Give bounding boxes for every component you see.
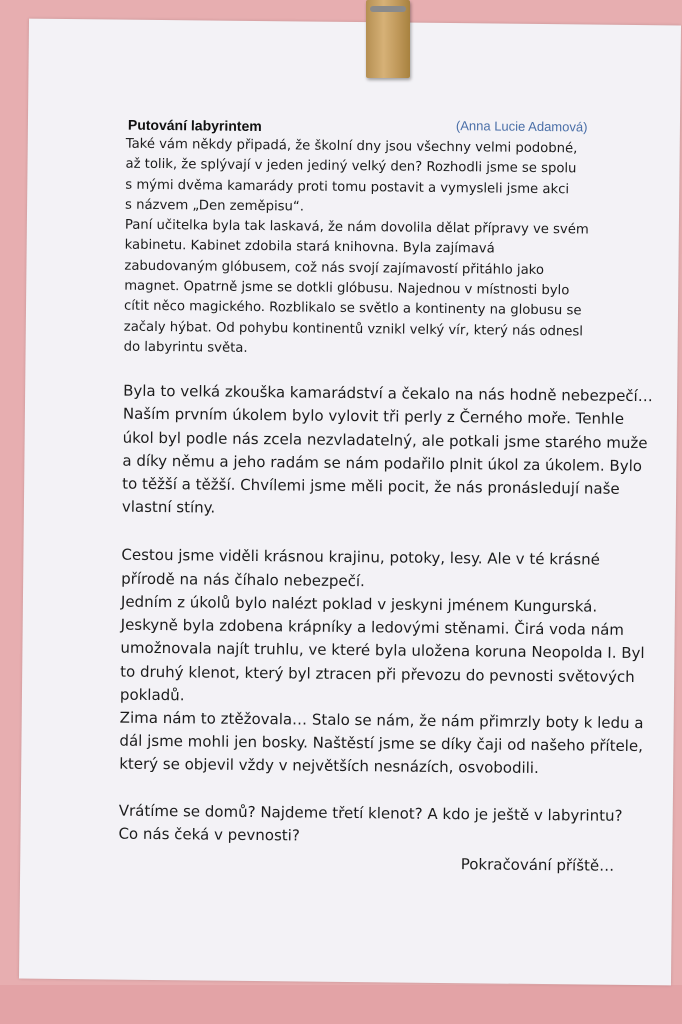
text-line: to druhý klenot, který byl ztracen při převozu do pevnosti světových: [120, 662, 635, 686]
text-line: do labyrintu světa.: [123, 339, 248, 356]
text-line: Jedním z úkolů bylo nalézt poklad v jeskyni jménem Kungurská.: [120, 592, 598, 616]
text-line: až tolik, že splývají v jeden jediný velký den? Rozhodli jsme se spolu: [125, 156, 577, 177]
story-title: Putování labyrintem: [127, 116, 262, 135]
paragraph-4: [118, 799, 630, 851]
paragraph-3: [119, 544, 645, 781]
board-bottom: [0, 985, 682, 1024]
text-line: to těžší a těžší. Chvílemi jsme měli pocit, že nás pronásledují naše: [122, 474, 620, 498]
text-line: Byla to velká zkouška kamarádství a čekalo na nás hodně nebezpečí…: [123, 381, 653, 406]
text-line: s názvem „Den zeměpisu“.: [125, 197, 305, 215]
text-line: s mými dvěma kamarády proti tomu postavit a vymysleli jsme akci: [125, 177, 570, 197]
text-line: magnet. Opatrně jsme se dotkli glóbusu. Najednou v místnosti bylo: [124, 278, 570, 299]
text-line: Paní učitelka byla tak laskavá, že nám dovolila dělat přípravy ve svém: [124, 217, 589, 238]
text-line: dál jsme mohli jen bosky. Naštěstí jsme se díky čaji od našeho přítele,: [119, 731, 644, 756]
text-line: Naším prvním úkolem bylo vylovit tři perly z Černého moře. Tenhle: [122, 405, 625, 429]
text-line: umožnovala najít truhlu, ve které byla uložena koruna Neopolda I. Byl: [120, 638, 645, 663]
text-line: pokladů.: [119, 685, 185, 704]
paper-sheet: [19, 19, 681, 986]
story-content: [118, 115, 653, 875]
text-line: Co nás čeká v pevnosti?: [118, 824, 300, 845]
text-line: a díky němu a jeho radám se nám podařilo plnit úkol za úkolem. Bylo: [122, 451, 643, 475]
text-line: kabinetu. Kabinet zdobila stará knihovna. Byla zajímavá: [124, 238, 495, 257]
text-line: úkol byl podle nás zcela nezvladatelný, ale potkali jsme starého muže: [122, 428, 648, 452]
text-line: Zima nám to ztěžovala… Stalo se nám, že nám přimrzly boty k ledu a: [119, 708, 644, 732]
text-line: vlastní stíny.: [121, 497, 216, 517]
text-line: cítit něco magického. Rozblikalo se světlo a kontinenty na globusu se: [123, 298, 582, 319]
text-line: Také vám někdy připadá, že školní dny jsou všechny velmi podobné,: [125, 136, 578, 157]
text-line: přírodě na nás číhalo nebezpečí.: [121, 569, 365, 590]
text-line: který se objevil vždy v největších nesnázích, osvobodili.: [119, 754, 539, 778]
text-line: zabudovaným glóbusem, což nás svojí zajímavostí přitáhlo jako: [124, 258, 545, 278]
text-line: začaly hýbat. Od pohybu kontinentů vznikl velký vír, který nás odnesl: [123, 319, 584, 340]
text-line: Cestou jsme viděli krásnou krajinu, potoky, lesy. Ale v té krásné: [121, 546, 600, 570]
paragraph-1: [123, 135, 637, 364]
story-author: (Anna Lucie Adamová): [455, 118, 588, 135]
text-line: Jeskyně byla zdobena krápníky a ledovými stěnami. Čirá voda nám: [120, 615, 625, 639]
continuation-note: Pokračování příště…: [460, 855, 615, 875]
text-line: Vrátíme se domů? Najdeme třetí klenot? A kdo je ještě v labyrintu?: [118, 801, 623, 825]
clip-spring: [370, 6, 406, 12]
paragraph-2: [121, 380, 653, 525]
